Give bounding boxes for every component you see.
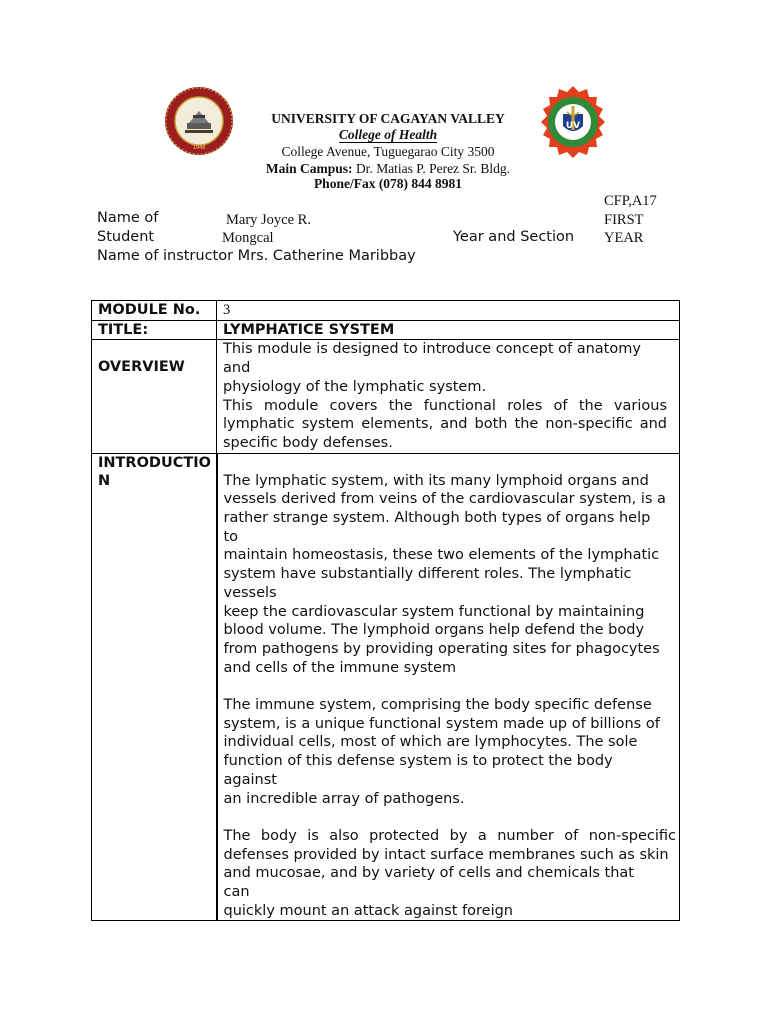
intro-text-10: quickly mount an attack against foreign	[223, 902, 513, 919]
overview-content	[217, 340, 680, 453]
name-label-line2: Student	[97, 229, 155, 245]
phone-fax: Phone/Fax (078) 844 8981	[313, 176, 463, 191]
intro-text-9: and mucosae, and by variety of cells and chemicals that can	[223, 865, 634, 901]
intro-text-3: maintain homeostasis, these two elements of the lymphatic system have substantially different roles. The lymphatic vessels	[223, 547, 660, 601]
main-campus-label: Main Campus:	[265, 161, 353, 176]
intro-text-6: function of this defense system is to protect the body against	[223, 753, 613, 788]
svg-text:UV: UV	[565, 121, 581, 131]
main-campus-value: Dr. Matias P. Perez Sr. Bldg.	[352, 161, 511, 176]
title-label: TITLE:	[92, 320, 217, 340]
intro-text-1: The lymphatic system, with its many lymphoid organs and vessels derived from veins of the cardiovascular system, is a	[223, 472, 666, 508]
title-row	[92, 320, 680, 340]
introduction-label	[92, 453, 217, 921]
introduction-row	[92, 453, 680, 921]
module-number-value: 3	[217, 301, 680, 321]
college-name-text: College of Health	[338, 127, 438, 142]
university-seal-icon	[163, 85, 235, 157]
module-table	[91, 300, 680, 921]
section-code: CFP,A17	[604, 193, 657, 209]
name-label-line1: Name of	[97, 210, 159, 226]
year-value-line2: YEAR	[604, 230, 644, 246]
college-of-health-seal-icon	[536, 84, 610, 160]
overview-line-2: physiology of the lymphatic system.	[223, 378, 487, 395]
college-address: College Avenue, Tuguegarao City 3500	[281, 144, 495, 159]
year-section-label: Year and Section	[453, 229, 575, 245]
module-number-row	[92, 301, 680, 321]
intro-blank-1	[224, 677, 677, 696]
main-campus	[238, 161, 538, 177]
svg-text:1948: 1948	[192, 145, 206, 151]
intro-text-2: rather strange system. Although both types of organs help to	[223, 510, 651, 545]
overview-row	[92, 340, 680, 453]
instructor-line: Name of instructor Mrs. Catherine Maribbay	[97, 248, 416, 264]
year-value-line1: FIRST	[604, 212, 644, 228]
intro-text-5: The immune system, comprising the body specific defense system, is a unique functional system made up of billions of individual cells, most of which are lymphocytes. The sole	[223, 697, 660, 751]
intro-blank-2	[224, 808, 677, 827]
intro-text-4: keep the cardiovascular system functional by maintaining blood volume. The lymphoid organs help defend the body from pathogens by providing operating sites for phagocytes and cells of the immune system	[223, 603, 660, 676]
introduction-label-line2: N	[98, 473, 111, 490]
intro-text-7: an incredible array of pathogens.	[223, 790, 465, 807]
university-name: UNIVERSITY OF CAGAYAN VALLEY	[271, 111, 505, 126]
overview-label: OVERVIEW	[92, 340, 217, 453]
student-name-line2: Mongcal	[222, 230, 274, 246]
student-name-line1: Mary Joyce R.	[226, 212, 311, 228]
overview-line-1: This module is designed to introduce concept of anatomy and	[223, 341, 641, 377]
module-number-label: MODULE No.	[92, 301, 217, 321]
college-name	[238, 127, 538, 143]
introduction-label-line1: INTRODUCTIO	[98, 454, 211, 471]
introduction-content	[217, 453, 680, 921]
overview-line-3: This module covers the functional roles of the various lymphatic system elements, and both the non-specific and specific body defenses.	[223, 397, 667, 451]
title-value: LYMPHATICE SYSTEM	[217, 320, 680, 340]
intro-text-8: The body is also protected by a number of non-specific defenses provided by intact surface membranes such as skin	[223, 827, 676, 863]
